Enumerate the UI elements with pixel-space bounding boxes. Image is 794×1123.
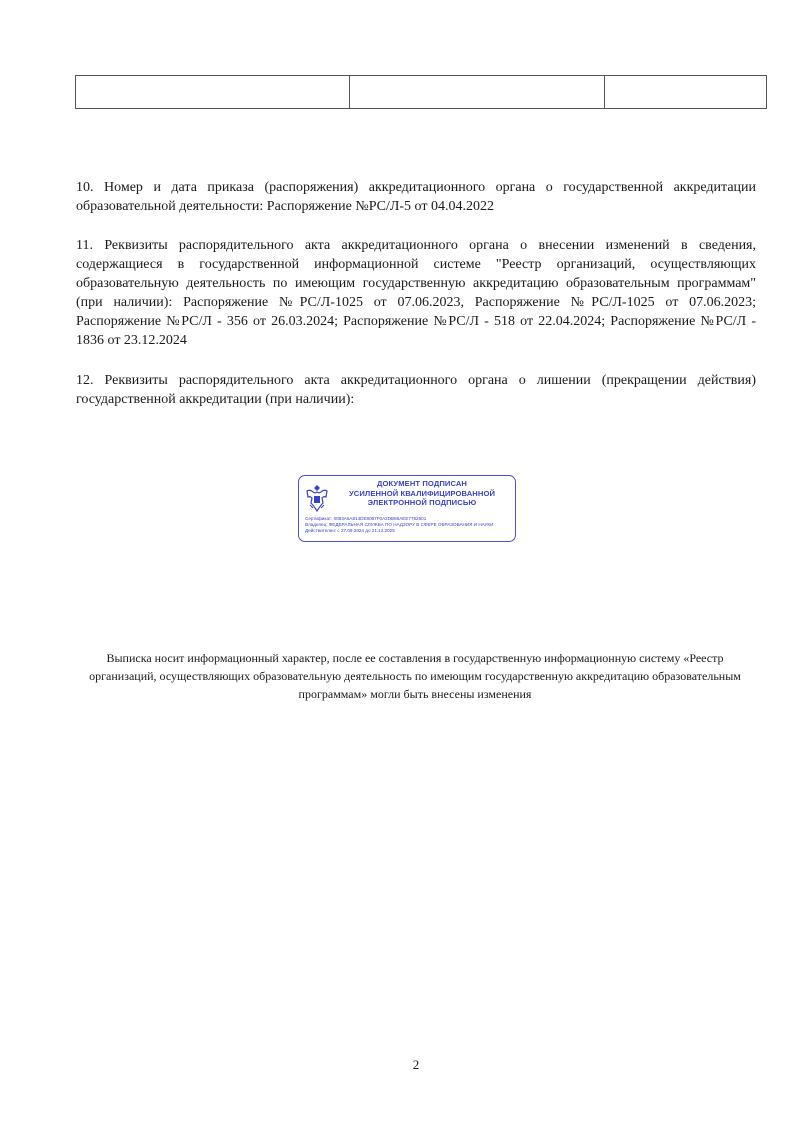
item-text: Реквизиты распорядительного акта аккредитационного органа о внесении изменений в сведения, содержащиеся в государственной информационной системе "Реестр организаций, осуществляющих образовательную деятельность по имеющим государственную аккредитацию образовательным программам" (при наличии): Распоряжение №РС/Л-1025 от 07.06.2023, Распоряжение №РС/Л-1025 от 07.06.2023; Распоряжение №РС/Л - 356 от 26.03.2024; Распоряжение №РС/Л - 518 от 22.04.2024; Распоряжение №РС/Л - 1836 от 23.12.2024 bbox=[76, 238, 756, 348]
stamp-certificate: Сертификат: 0083A6A814DE8067F0A2DB66AEE7762601 bbox=[305, 516, 427, 521]
stamp-heading bbox=[329, 479, 515, 508]
empty-table bbox=[75, 75, 767, 109]
item-number: 12. bbox=[76, 373, 94, 388]
item-11 bbox=[76, 236, 756, 350]
signature-stamp bbox=[298, 475, 516, 542]
page-number: 2 bbox=[412, 1057, 420, 1072]
table-cell bbox=[350, 76, 605, 109]
stamp-line-1: ДОКУМЕНТ ПОДПИСАН bbox=[376, 479, 468, 488]
stamp-owner: Владелец: ФЕДЕРАЛЬНАЯ СЛУЖБА ПО НАДЗОРУ В СФЕРЕ ОБРАЗОВАНИЯ И НАУКИ bbox=[305, 522, 494, 527]
item-text: Реквизиты распорядительного акта аккредитационного органа о лишении (прекращении действия) государственной аккредитации (при наличии): bbox=[76, 373, 757, 407]
item-10 bbox=[76, 178, 756, 216]
item-number: 11. bbox=[76, 238, 93, 253]
item-number: 10. bbox=[76, 180, 94, 195]
item-text: Номер и дата приказа (распоряжения) аккредитационного органа о государственной аккредитации образовательной деятельности: Распоряжение №РС/Л-5 от 04.04.2022 bbox=[76, 180, 757, 214]
stamp-line-2: УСИЛЕННОЙ КВАЛИФИЦИРОВАННОЙ bbox=[348, 488, 496, 498]
disclaimer-note: Выписка носит информационный характер, после ее составления в государственную информационную систему «Реестр организаций, осуществляющих образовательную деятельность по имеющим государственную аккредитацию образовательным программам» могли быть внесены изменения bbox=[89, 651, 741, 701]
stamp-validity: Действителен: с 27.09.2024 до 21.12.2025 bbox=[305, 528, 395, 533]
table-cell bbox=[76, 76, 350, 109]
coat-of-arms-icon bbox=[304, 483, 330, 513]
table-cell bbox=[605, 76, 767, 109]
stamp-line-3: ЭЛЕКТРОННОЙ ПОДПИСЬЮ bbox=[367, 498, 477, 507]
table-row bbox=[76, 76, 767, 109]
item-12 bbox=[76, 371, 756, 409]
